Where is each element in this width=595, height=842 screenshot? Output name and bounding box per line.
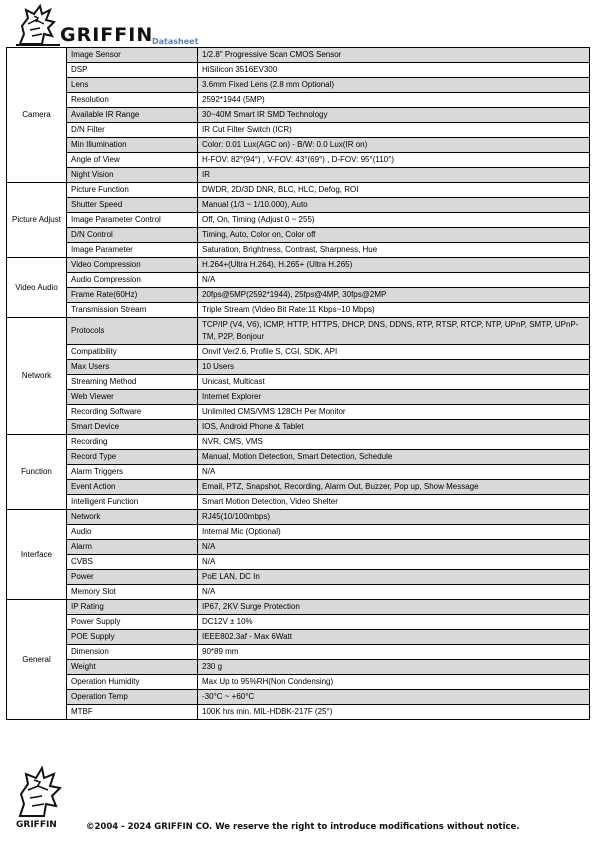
spec-category: Interface [7, 510, 67, 600]
document-type-label: Datasheet [152, 37, 199, 46]
spec-value: DWDR, 2D/3D DNR, BLC, HLC, Defog, ROI [198, 183, 590, 198]
spec-label: Image Parameter Control [67, 213, 198, 228]
spec-value: RJ45(10/100mbps) [198, 510, 590, 525]
spec-row [7, 525, 590, 540]
spec-row [7, 585, 590, 600]
spec-value: N/A [198, 585, 590, 600]
spec-label: Frame Rate(60Hz) [67, 288, 198, 303]
spec-row [7, 495, 590, 510]
spec-row [7, 318, 590, 345]
spec-label: D/N Control [67, 228, 198, 243]
spec-label: IP Rating [67, 600, 198, 615]
griffin-logo-icon [14, 4, 62, 46]
spec-row [7, 405, 590, 420]
spec-label: Recording [67, 435, 198, 450]
spec-value: N/A [198, 555, 590, 570]
spec-row [7, 645, 590, 660]
spec-label: Operation Temp [67, 690, 198, 705]
spec-label: Night Vision [67, 168, 198, 183]
brand-name: GRIFFIN [60, 24, 154, 46]
spec-label: Memory Slot [67, 585, 198, 600]
spec-value: 1/2.8" Progressive Scan CMOS Sensor [198, 48, 590, 63]
spec-label: Shutter Speed [67, 198, 198, 213]
griffin-logo-icon [12, 766, 68, 818]
spec-value: Max Up to 95%RH(Non Condensing) [198, 675, 590, 690]
spec-row [7, 555, 590, 570]
spec-label: Transmission Stream [67, 303, 198, 318]
spec-value: 30~40M Smart IR SMD Technology [198, 108, 590, 123]
spec-label: Intelligent Function [67, 495, 198, 510]
spec-label: Audio [67, 525, 198, 540]
spec-value: Triple Stream (Video Bit Rate:11 Kbps~10 Mbps) [198, 303, 590, 318]
spec-label: Video Compression [67, 258, 198, 273]
spec-value: N/A [198, 273, 590, 288]
spec-category: Picture Adjust [7, 183, 67, 258]
spec-label: CVBS [67, 555, 198, 570]
spec-label: Image Sensor [67, 48, 198, 63]
copyright-notice: ©2004 - 2024 GRIFFIN CO. We reserve the right to introduce modifications without notice. [86, 822, 520, 832]
spec-row [7, 48, 590, 63]
spec-category: Network [7, 318, 67, 435]
spec-value: Manual (1/3 ~ 1/10.000), Auto [198, 198, 590, 213]
spec-value: IR Cut Filter Switch (ICR) [198, 123, 590, 138]
spec-label: Max Users [67, 360, 198, 375]
spec-row [7, 168, 590, 183]
spec-value: IOS, Android Phone & Tablet [198, 420, 590, 435]
spec-value: H.264+(Ultra H.264), H.265+ (Ultra H.265) [198, 258, 590, 273]
spec-value: 10 Users [198, 360, 590, 375]
spec-value: N/A [198, 465, 590, 480]
spec-label: Streaming Method [67, 375, 198, 390]
spec-label: Recording Software [67, 405, 198, 420]
spec-table-body [7, 48, 590, 720]
spec-value: -30°C ~ +60°C [198, 690, 590, 705]
spec-label: Web Viewer [67, 390, 198, 405]
spec-row [7, 660, 590, 675]
spec-label: Network [67, 510, 198, 525]
spec-label: Angle of View [67, 153, 198, 168]
spec-value: PoE LAN, DC In [198, 570, 590, 585]
spec-row [7, 183, 590, 198]
footer-brand-name: GRIFFIN [16, 820, 57, 830]
spec-row [7, 570, 590, 585]
spec-value: HiSilicon 3516EV300 [198, 63, 590, 78]
spec-label: Audio Compression [67, 273, 198, 288]
spec-value: Manual, Motion Detection, Smart Detection, Schedule [198, 450, 590, 465]
spec-value: 2592*1944 (5MP) [198, 93, 590, 108]
spec-category: Video Audio [7, 258, 67, 318]
spec-row [7, 258, 590, 273]
spec-row [7, 63, 590, 78]
spec-label: Min Illumination [67, 138, 198, 153]
spec-row [7, 480, 590, 495]
spec-value: 20fps@5MP(2592*1944), 25fps@4MP, 30fps@2MP [198, 288, 590, 303]
spec-row [7, 435, 590, 450]
spec-label: MTBF [67, 705, 198, 720]
spec-row [7, 303, 590, 318]
spec-label: Alarm [67, 540, 198, 555]
spec-value: IP67, 2KV Surge Protection [198, 600, 590, 615]
spec-row [7, 600, 590, 615]
spec-value: Unlimited CMS/VMS 128CH Per Monitor [198, 405, 590, 420]
spec-row [7, 675, 590, 690]
spec-value: Color: 0.01 Lux(AGC on) - B/W: 0.0 Lux(IR on) [198, 138, 590, 153]
spec-label: D/N Filter [67, 123, 198, 138]
spec-value: N/A [198, 540, 590, 555]
spec-value: Saturation, Brightness, Contrast, Sharpness, Hue [198, 243, 590, 258]
spec-row [7, 540, 590, 555]
spec-value: Internal Mic (Optional) [198, 525, 590, 540]
spec-row [7, 690, 590, 705]
spec-label: Lens [67, 78, 198, 93]
spec-value: NVR, CMS, VMS [198, 435, 590, 450]
spec-row [7, 123, 590, 138]
spec-label: Smart Device [67, 420, 198, 435]
spec-row [7, 153, 590, 168]
spec-row [7, 198, 590, 213]
spec-label: Compatibility [67, 345, 198, 360]
spec-row [7, 108, 590, 123]
spec-value: Off, On, Timing (Adjust 0 ~ 255) [198, 213, 590, 228]
spec-row [7, 78, 590, 93]
spec-table [6, 47, 590, 720]
spec-value: 3.6mm Fixed Lens (2.8 mm Optional) [198, 78, 590, 93]
spec-row [7, 213, 590, 228]
spec-value: 230 g [198, 660, 590, 675]
spec-value: Smart Motion Detection, Video Shelter [198, 495, 590, 510]
spec-row [7, 228, 590, 243]
page-footer [6, 766, 595, 836]
spec-row [7, 705, 590, 720]
spec-row [7, 360, 590, 375]
spec-label: Event Action [67, 480, 198, 495]
spec-label: Power Supply [67, 615, 198, 630]
spec-row [7, 465, 590, 480]
page-header [6, 4, 595, 48]
spec-label: Available IR Range [67, 108, 198, 123]
spec-row [7, 615, 590, 630]
spec-row [7, 450, 590, 465]
spec-category: Camera [7, 48, 67, 183]
spec-value: Internet Explorer [198, 390, 590, 405]
spec-row [7, 93, 590, 108]
spec-label: Operation Humidity [67, 675, 198, 690]
spec-value: Timing, Auto, Color on, Color off [198, 228, 590, 243]
spec-label: Protocols [67, 318, 198, 345]
spec-label: POE Supply [67, 630, 198, 645]
spec-value: Onvif Ver2.6, Profile S, CGI, SDK, API [198, 345, 590, 360]
spec-label: Resolution [67, 93, 198, 108]
spec-label: Weight [67, 660, 198, 675]
spec-value: IEEE802.3af - Max 6Watt [198, 630, 590, 645]
spec-value: 100K hrs min. MIL-HDBK-217F (25°) [198, 705, 590, 720]
spec-row [7, 390, 590, 405]
spec-row [7, 375, 590, 390]
spec-row [7, 138, 590, 153]
spec-row [7, 510, 590, 525]
spec-label: Picture Function [67, 183, 198, 198]
spec-value: Email, PTZ, Snapshot, Recording, Alarm Out, Buzzer, Pop up, Show Message [198, 480, 590, 495]
spec-value: IR [198, 168, 590, 183]
spec-value: H-FOV: 82°(94°) , V-FOV: 43°(69°) , D-FOV: 95°(110°) [198, 153, 590, 168]
spec-row [7, 420, 590, 435]
spec-row [7, 345, 590, 360]
spec-row [7, 243, 590, 258]
spec-row [7, 630, 590, 645]
spec-value: DC12V ± 10% [198, 615, 590, 630]
spec-value: TCP/IP (V4, V6), ICMP, HTTP, HTTPS, DHCP, DNS, DDNS, RTP, RTSP, RTCP, NTP, UPnP, SMTP, UPnP-TM, P2P, Bonjour [198, 318, 590, 345]
spec-label: Alarm Triggers [67, 465, 198, 480]
spec-label: Record Type [67, 450, 198, 465]
spec-row [7, 288, 590, 303]
spec-category: Function [7, 435, 67, 510]
spec-value: 90*89 mm [198, 645, 590, 660]
spec-row [7, 273, 590, 288]
spec-label: Power [67, 570, 198, 585]
spec-category: General [7, 600, 67, 720]
spec-label: Dimension [67, 645, 198, 660]
spec-label: Image Parameter [67, 243, 198, 258]
spec-value: Unicast, Multicast [198, 375, 590, 390]
spec-label: DSP [67, 63, 198, 78]
